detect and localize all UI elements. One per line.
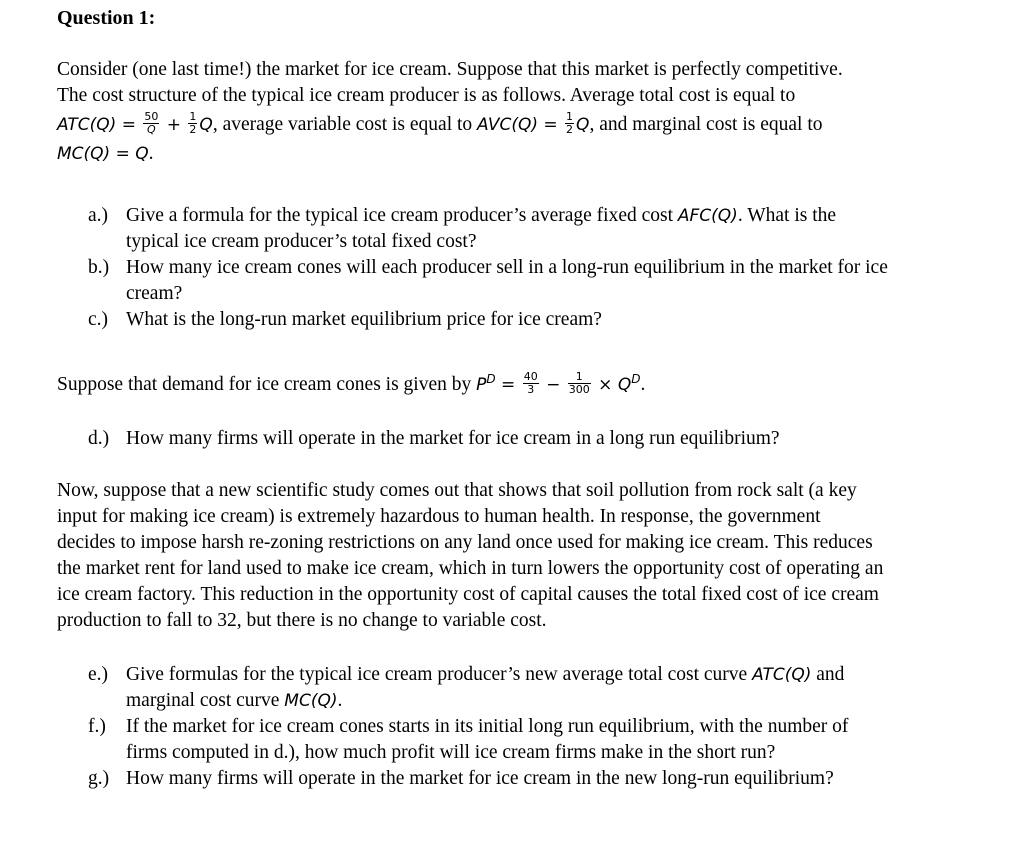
parts-e-to-g xyxy=(88,662,968,792)
part-label: f.) xyxy=(88,716,106,737)
intro-line-3: ATC(Q) = $\frac{50}{Q}$ + $\frac{1}{2}$ Q, average variable cost is equal to AVC(Q) = $\frac{1}{2}$ Q, and marginal cost is equal to xyxy=(57,110,823,137)
part-f: f.) If the market for ice cream cones starts in its initial long run equilibrium, with the number of firms computed in d.), how much profit will ice cream firms make in the short run? xyxy=(88,716,849,763)
part-label: c.) xyxy=(88,309,109,330)
fixed-cost-fraction: $\frac{50}{Q}$ xyxy=(144,110,159,137)
question-title: Question 1: xyxy=(57,7,156,29)
demand-statement: Suppose that demand for ice cream cones is given by $P^D$ = $\frac{40}{3}$ − $\frac{1}{300}$ × $Q^D$. xyxy=(57,370,646,397)
part-d: d.) How many firms will operate in the market for ice cream in a long run equilibrium? xyxy=(88,426,968,452)
part-label: d.) xyxy=(88,428,110,449)
part-a: a.) Give a formula for the typical ice cream producer’s average fixed cost AFC(Q). What is the typical ice cream producer’s total fixed cost? xyxy=(88,205,837,252)
mc-formula: MC(Q) = Q xyxy=(57,144,149,164)
part-d-list xyxy=(88,426,968,452)
part-g: g.) How many firms will operate in the market for ice cream in the new long-run equilibrium? xyxy=(88,766,968,792)
part-label: b.) xyxy=(88,257,110,278)
scenario-paragraph: Now, suppose that a new scientific study comes out that shows that soil pollution from rock salt (a key input for making ice cream) is extremely hazardous to human health. In response, the government decides to impose harsh re-zoning restrictions on any land once used for making ice cream. This reduces the market rent for land used to make ice cream, which in turn lowers the opportunity cost of operating an ice cream factory. This reduction in the opportunity cost of capital causes the total fixed cost of ice cream production to fall to 32, but there is no change to variable cost. xyxy=(57,480,884,631)
slope-fraction: $\frac{1}{300}$ xyxy=(568,370,590,397)
new-mc-symbol: MC(Q) xyxy=(284,691,338,711)
afc-symbol: AFC(Q) xyxy=(677,206,738,226)
new-atc-symbol: ATC(Q) xyxy=(752,665,812,685)
intro-line-4: MC(Q) = Q. xyxy=(57,143,154,164)
price-symbol: P xyxy=(476,375,487,395)
part-label: g.) xyxy=(88,768,110,789)
part-e: e.) Give formulas for the typical ice cream producer’s new average total cost curve ATC(Q) and marginal cost curve MC(Q). xyxy=(88,664,845,711)
half-fraction: $\frac{1}{2}$ xyxy=(189,110,197,137)
parts-a-to-c xyxy=(88,203,968,333)
intro-line-1: Consider (one last time!) the market for ice cream. Suppose that this market is perfectly competitive. xyxy=(57,59,843,80)
atc-symbol: ATC(Q) xyxy=(57,115,117,135)
intercept-fraction: $\frac{40}{3}$ xyxy=(523,370,538,397)
intro-paragraph xyxy=(57,57,967,167)
part-c: c.) What is the long-run market equilibrium price for ice cream? xyxy=(88,307,968,333)
part-b: b.) How many ice cream cones will each producer sell in a long-run equilibrium in the market for ice cream? xyxy=(88,257,888,304)
intro-line-2: The cost structure of the typical ice cream producer is as follows. Average total cost is equal to xyxy=(57,85,796,106)
part-label: a.) xyxy=(88,205,109,226)
avc-half-fraction: $\frac{1}{2}$ xyxy=(566,110,574,137)
part-label: e.) xyxy=(88,664,109,685)
avc-symbol: AVC(Q) xyxy=(477,115,538,135)
